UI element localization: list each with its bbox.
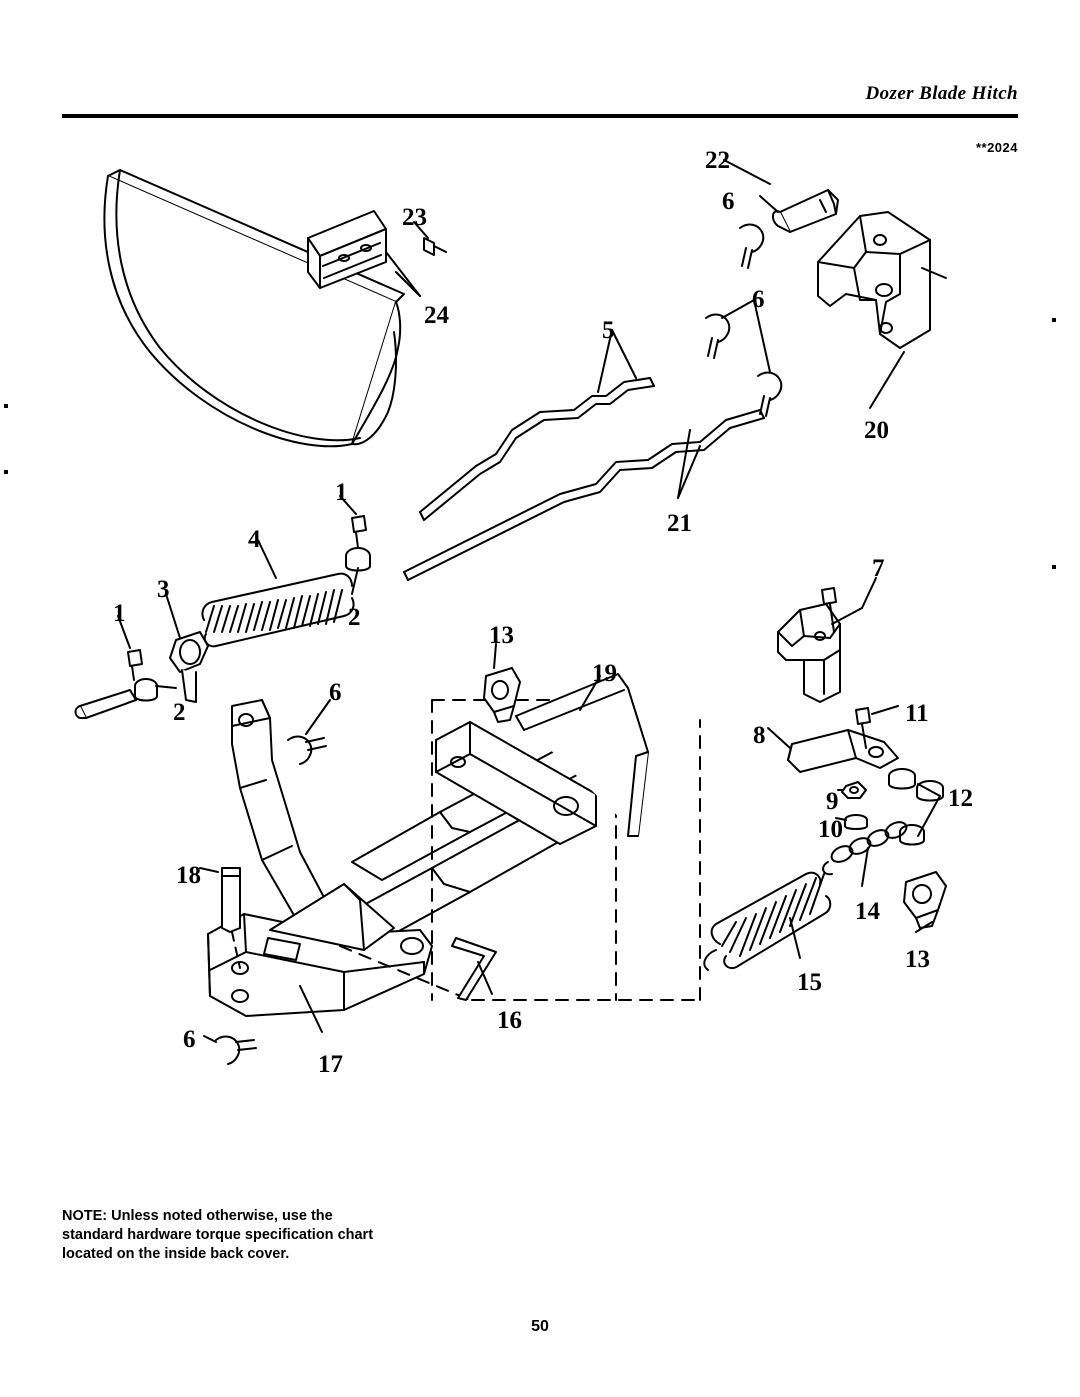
callout-number: 14	[855, 898, 880, 925]
callout-number: 12	[948, 785, 973, 812]
callout-number: 16	[497, 1007, 522, 1034]
callout-number: 24	[424, 302, 449, 329]
pin-part-18	[222, 868, 240, 932]
callout-number: 21	[667, 510, 692, 537]
callout-number: 6	[722, 188, 735, 215]
leader-line	[832, 608, 862, 624]
pin-part	[76, 690, 137, 718]
callout-number: 6	[752, 286, 765, 313]
callout-number: 13	[905, 946, 930, 973]
hitch-frame-part	[208, 700, 596, 1016]
leader-line	[678, 430, 690, 498]
callout-number: 6	[329, 679, 342, 706]
leader-line	[760, 196, 778, 212]
leader-line	[768, 728, 790, 748]
callout-number: 6	[183, 1026, 196, 1053]
rod-end-part	[170, 632, 208, 702]
clevis-pin-part	[773, 190, 838, 232]
callout-number: 1	[113, 600, 126, 627]
cotter-pin-part	[216, 1037, 256, 1064]
callout-number: 8	[753, 722, 766, 749]
nut-part-9	[842, 782, 866, 798]
handle-part-16	[452, 938, 496, 1000]
clip-part-13	[484, 668, 520, 722]
leader-line	[872, 706, 898, 714]
lift-rod-part	[404, 410, 764, 580]
leader-line	[862, 578, 876, 608]
page-number: 50	[531, 1318, 549, 1335]
leader-line	[724, 160, 770, 184]
leader-line	[352, 568, 358, 594]
hitch-bracket-part	[818, 212, 930, 348]
bolt-part	[352, 516, 366, 548]
cotter-pin-part	[288, 737, 326, 764]
arm-part-8	[788, 730, 898, 772]
callout-number: 17	[318, 1051, 343, 1078]
callout-number: 19	[592, 660, 617, 687]
callout-number: 10	[818, 816, 843, 843]
callout-number: 11	[905, 700, 929, 727]
leader-line	[722, 300, 754, 318]
lift-rod-part	[420, 378, 654, 520]
page-title: Dozer Blade Hitch	[865, 83, 1018, 104]
bracket-part-7	[778, 604, 840, 702]
washer-part	[135, 679, 157, 701]
washer-part-10	[845, 815, 867, 829]
leader-line	[678, 446, 700, 498]
cotter-pin-part	[758, 373, 781, 416]
callout-number: 5	[602, 317, 615, 344]
callout-number: 18	[176, 862, 201, 889]
callout-number: 7	[872, 555, 885, 582]
washer-part-12	[900, 825, 924, 845]
callout-number: 15	[797, 969, 822, 996]
leader-line	[204, 1036, 216, 1042]
callout-number: 2	[348, 604, 361, 631]
spring-part-15	[704, 873, 830, 970]
callout-number: 23	[402, 204, 427, 231]
leader-line	[200, 868, 218, 872]
leader-line	[870, 352, 904, 408]
callout-number: 20	[864, 417, 889, 444]
leader-line	[862, 848, 868, 886]
callout-number: 2	[173, 699, 186, 726]
callout-number: 3	[157, 576, 170, 603]
callout-number: 4	[248, 526, 261, 553]
callout-number: 9	[826, 788, 839, 815]
bolt-part	[128, 650, 142, 680]
leader-line	[156, 686, 176, 688]
leader-line	[790, 918, 800, 958]
cotter-pin-part	[740, 225, 763, 268]
washer-part-12	[889, 769, 915, 789]
extension-spring-part	[202, 574, 353, 647]
hardware-torque-note: NOTE: Unless noted otherwise, use the standard hardware torque specification chart located on the inside back cover.	[62, 1208, 374, 1263]
model-code-label: **2024	[975, 140, 1018, 155]
leader-line	[918, 796, 940, 836]
leader-line	[612, 330, 636, 378]
leader-line	[306, 700, 330, 734]
callout-number: 22	[705, 147, 730, 174]
callout-number: 13	[489, 622, 514, 649]
dozer-blade-part	[104, 170, 446, 446]
cotter-pin-part	[706, 315, 729, 358]
clip-part-13	[904, 872, 946, 928]
callout-number: 1	[335, 479, 348, 506]
